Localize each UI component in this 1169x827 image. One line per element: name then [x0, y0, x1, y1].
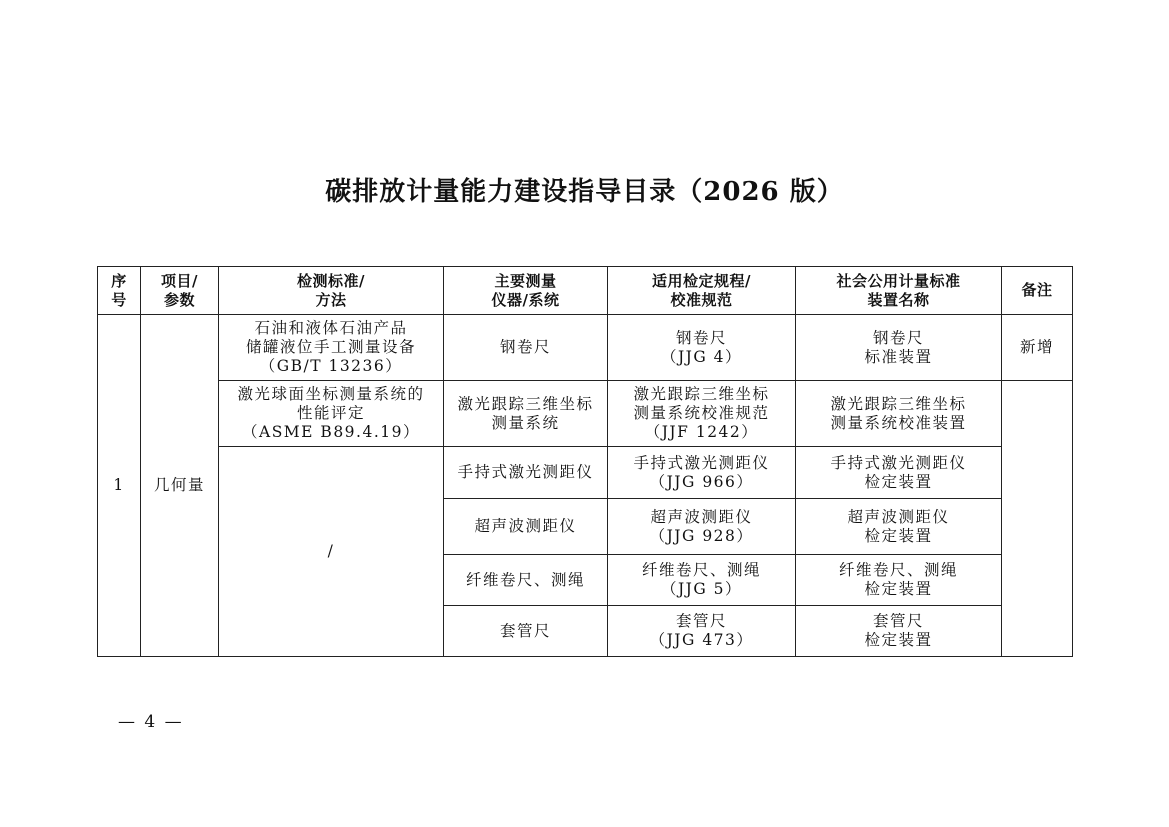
header-standard: 检测标准/ 方法 [219, 267, 444, 315]
device-cell: 手持式激光测距仪 检定装置 [796, 447, 1002, 499]
table-row [98, 315, 1073, 381]
instrument-cell: 手持式激光测距仪 [444, 447, 608, 499]
standard-cell: / [219, 447, 444, 657]
remark-cell-empty [1002, 381, 1073, 657]
header-remark: 备注 [1002, 267, 1073, 315]
regulation-cell: 超声波测距仪 （JJG 928） [608, 499, 796, 555]
instrument-cell: 激光跟踪三维坐标 测量系统 [444, 381, 608, 447]
header-item: 项目/ 参数 [141, 267, 219, 315]
header-instrument: 主要测量 仪器/系统 [444, 267, 608, 315]
instrument-cell: 纤维卷尺、测绳 [444, 555, 608, 606]
seq-cell: 1 [98, 315, 141, 657]
device-cell: 超声波测距仪 检定装置 [796, 499, 1002, 555]
table-row [98, 381, 1073, 447]
header-seq: 序 号 [98, 267, 141, 315]
table-row [98, 447, 1073, 499]
regulation-cell: 套管尺 （JJG 473） [608, 606, 796, 657]
remark-cell: 新增 [1002, 315, 1073, 381]
instrument-cell: 超声波测距仪 [444, 499, 608, 555]
standard-cell: 激光球面坐标测量系统的 性能评定 （ASME B89.4.19） [219, 381, 444, 447]
catalog-table [97, 266, 1073, 657]
regulation-cell: 激光跟踪三维坐标 测量系统校准规范 （JJF 1242） [608, 381, 796, 447]
instrument-cell: 套管尺 [444, 606, 608, 657]
header-regulation: 适用检定规程/ 校准规范 [608, 267, 796, 315]
device-cell: 钢卷尺 标准装置 [796, 315, 1002, 381]
regulation-cell: 钢卷尺 （JJG 4） [608, 315, 796, 381]
device-cell: 纤维卷尺、测绳 检定装置 [796, 555, 1002, 606]
header-row [98, 267, 1073, 315]
device-cell: 激光跟踪三维坐标 测量系统校准装置 [796, 381, 1002, 447]
document-title: 碳排放计量能力建设指导目录（2026 版） [325, 177, 844, 207]
header-device: 社会公用计量标准 装置名称 [796, 267, 1002, 315]
standard-cell: 石油和液体石油产品 储罐液位手工测量设备 （GB/T 13236） [219, 315, 444, 381]
regulation-cell: 纤维卷尺、测绳 （JJG 5） [608, 555, 796, 606]
instrument-cell: 钢卷尺 [444, 315, 608, 381]
item-cell: 几何量 [141, 315, 219, 657]
regulation-cell: 手持式激光测距仪 （JJG 966） [608, 447, 796, 499]
device-cell: 套管尺 检定装置 [796, 606, 1002, 657]
page-number: — 4 — [118, 712, 184, 732]
